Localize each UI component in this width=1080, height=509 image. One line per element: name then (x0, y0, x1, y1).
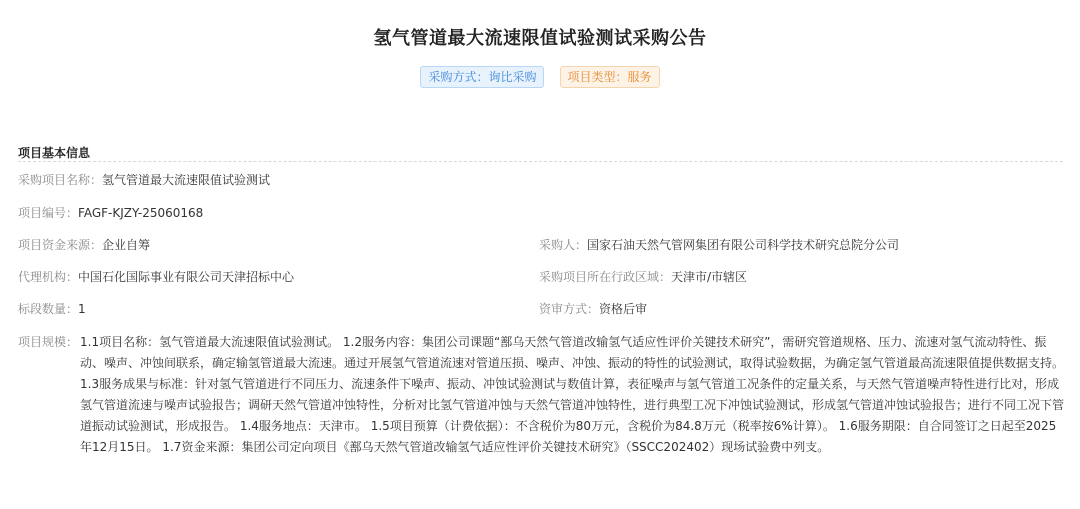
fund-source-row (18, 236, 150, 254)
region-value: 天津市/市辖区 (671, 270, 748, 284)
project-scale-label: 项目规模： (18, 335, 79, 349)
project-name-row (18, 171, 270, 189)
lots-row (18, 300, 86, 318)
fund-source-value: 企业自筹 (102, 238, 151, 252)
purchaser-label: 采购人： (539, 238, 588, 252)
lots-value: 1 (78, 302, 86, 316)
region-row (539, 268, 747, 286)
project-name-label: 采购项目名称： (18, 173, 103, 187)
project-no-value: FAGF-KJZY-25060168 (78, 206, 204, 220)
region-label: 采购项目所在行政区域： (539, 270, 672, 284)
purchaser-row (539, 236, 899, 254)
agency-value: 中国石化国际事业有限公司天津招标中心 (78, 270, 295, 284)
section-title: 项目基本信息 (18, 146, 91, 160)
agency-label: 代理机构： (18, 270, 79, 284)
fund-source-label: 项目资金来源： (18, 238, 103, 252)
qualification-row (539, 300, 647, 318)
project-scale-value: 1.1项目名称：氢气管道最大流速限值试验测试。 1.2服务内容：集团公司课题“鄯乌天然气管道改输氢气适应性评价关键技术研究”，需研究管道规格、压力、流速对氢气流动特性、振动、噪声、冲蚀间联系，确定输氢管道最大流速。通过开展氢气管道流速对管道压损、噪声、冲蚀、振动的特性的试验测试，取得试验数据，为确定氢气管道最高流速限值提供数据支持。 1.3服务成果与标准：针对氢气管道进行不同压力、流速条件下噪声、振动、冲蚀试验测试与数值计算，表征噪声与氢气管道工况条件的定量关系，与天然气管道噪声特性进行比对，形成氢气管道流速与噪声试验报告；调研天然气管道冲蚀特性，分析对比氢气管道冲蚀与天然气管道冲蚀特性，进行典型工况下冲蚀试验测试，形成氢气管道冲蚀试验报告；进行不同工况下管道振动试验测试，形成报告。 1.4服务地点：天津市。 1.5项目预算（计费依据）：不含税价为80万元，含税价为84.8万元（税率按6%计算）。 1.6服务期限：自合同签订之日起至2025年12月15日。 1.7资金来源：集团公司定向项目《鄯乌天然气管道改输氢气适应性评价关键技术研究》（SSCC202402）现场试验费中列支。 (80, 335, 1065, 454)
lots-label: 标段数量： (18, 302, 79, 316)
agency-row (18, 268, 294, 286)
qualification-label: 资审方式： (539, 302, 600, 316)
project-type-tag: 项目类型：服务 (560, 66, 660, 88)
tag-bar (0, 66, 1080, 88)
project-no-row (18, 204, 203, 222)
section-divider (18, 161, 1063, 162)
project-no-label: 项目编号： (18, 206, 79, 220)
page-title: 氢气管道最大流速限值试验测试采购公告 (373, 28, 707, 49)
qualification-value: 资格后审 (599, 302, 648, 316)
procurement-method-tag: 采购方式：询比采购 (420, 66, 544, 88)
purchaser-value: 国家石油天然气管网集团有限公司科学技术研究总院分公司 (587, 238, 900, 252)
project-name-value: 氢气管道最大流速限值试验测试 (102, 173, 271, 187)
